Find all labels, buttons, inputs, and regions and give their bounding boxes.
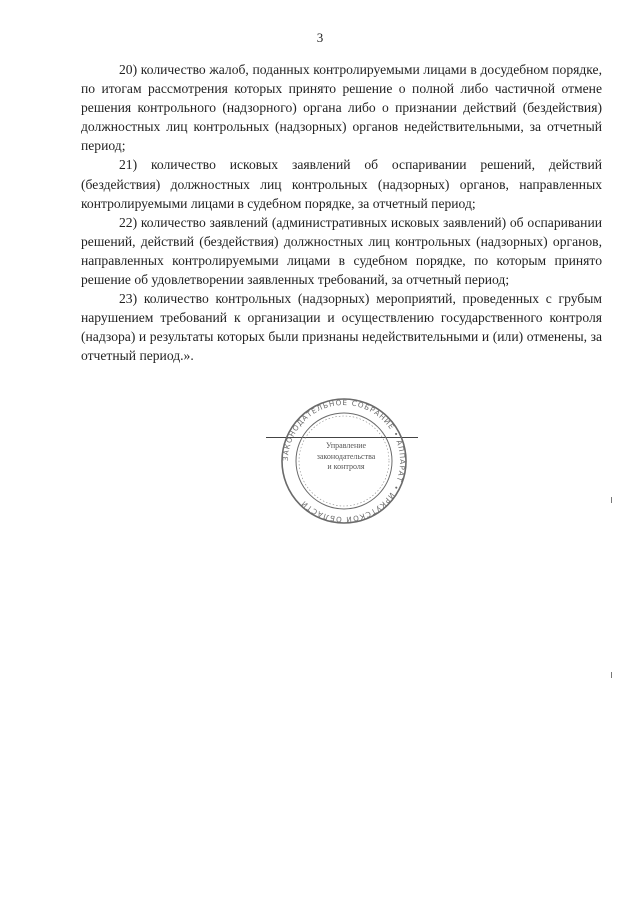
list-item: 22) количество заявлений (административных исковых заявлений) об оспаривании решений, действий (бездействия) должностных лиц контрольных (надзорных) органов, направленных контролируемыми лицами в судебном порядке, по которым принято решение об удовлетворении заявленных требований, за отчетный период; — [81, 214, 602, 288]
seal-line: и контроля — [327, 462, 365, 472]
list-item: 23) количество контрольных (надзорных) мероприятий, проведенных с грубым нарушением требований к организации и осуществлению государственного контроля (надзора) и результаты которых были признаны недействительными и (или) отменены, за отчетный период.». — [81, 291, 602, 364]
seal-inner-text — [313, 441, 379, 473]
margin-mark — [611, 497, 612, 503]
margin-mark — [611, 672, 612, 678]
page-number: 3 — [316, 30, 324, 45]
seal-line: Управление — [325, 441, 367, 450]
seal-line: законодательства — [316, 451, 376, 461]
seal-ring-text: ЗАКОНОДАТЕЛЬНОЕ СОБРАНИЕ • АППАРАТ • ИРКУТСКОЙ ОБЛАСТИ — [280, 397, 408, 525]
list-item: 21) количество исковых заявлений об оспаривании решений, действий (бездействия) должностных лиц контрольных (надзорных) органов, направленных контролируемыми лицами в судебном порядке, за отчетный период; — [81, 157, 602, 211]
document-body — [81, 60, 602, 366]
list-item: 20) количество жалоб, поданных контролируемыми лицами в досудебном порядке, по итогам рассмотрения которых принято решение о полной либо частичной отмене решения контрольного (надзорного) органа либо о признании действий (бездействия) должностных лиц контрольных (надзорных) органов недействительными, за отчетный период; — [81, 62, 602, 154]
